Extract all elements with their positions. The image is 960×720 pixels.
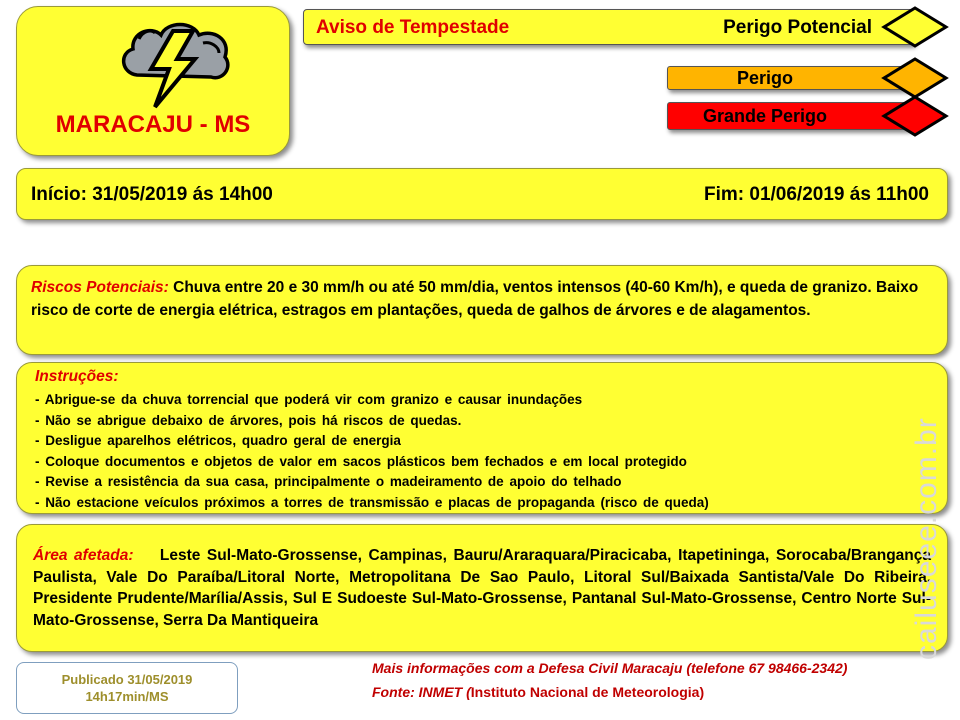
- published-box: [16, 662, 238, 714]
- instructions-list: [35, 390, 927, 513]
- diamond-yellow-icon: [880, 5, 950, 49]
- published-time: 14h17min/MS: [85, 689, 169, 704]
- area-description: Leste Sul-Mato-Grossense, Campinas, Bauru/Araraquara/Piracicaba, Itapetininga, Sorocaba/Brangança Paulista, Vale Do Paraíba/Litoral Norte, Metropolitana De Sao Paulo, Litoral Sul/Baixada Santista/Vale Do Ribeira, Presidente Prudente/Marília/Assis, Sul E Sudoeste Sul-Mato-Grossense, Pantanal Sul-Mato-Grossense, Centro Norte Sul-Mato-Grossense, Serra Da Mantiqueira: [33, 547, 931, 629]
- potential-danger-label: Perigo Potencial: [723, 17, 872, 38]
- great-danger-label: Grande Perigo: [702, 106, 828, 126]
- area-label: Área afetada:: [33, 547, 134, 564]
- watermark: cailuseee.com.br: [910, 417, 943, 660]
- storm-lightning-icon: [115, 17, 235, 112]
- danger-label: Perigo: [736, 68, 793, 88]
- area-text-block: [33, 545, 931, 631]
- risks-panel: [16, 265, 948, 355]
- period-panel: [16, 168, 948, 220]
- instruction-item: - Não estacione veículos próximos a torres de transmissão e placas de propaganda (risco de queda): [35, 494, 709, 510]
- risks-label: Riscos Potenciais:: [31, 279, 169, 296]
- level-danger-bar: [667, 66, 911, 90]
- more-info-text: Mais informações com a Defesa Civil Maracaju (telefone 67 98466-2342): [372, 660, 848, 676]
- source-text: [372, 684, 704, 700]
- start-time: Início: 31/05/2019 ás 14h00: [31, 184, 273, 205]
- instruction-item: - Desligue aparelhos elétricos, quadro geral de energia: [35, 433, 401, 448]
- city-name: MARACAJU - MS: [55, 111, 251, 138]
- instruction-item: - Abrigue-se da chuva torrencial que poderá vir com granizo e causar inundações: [35, 392, 583, 407]
- source-name: Instituto Nacional de Meteorologia): [470, 684, 705, 700]
- diamond-red-icon: [880, 94, 950, 138]
- city-header-panel: [16, 6, 290, 156]
- affected-area-panel: [16, 524, 948, 652]
- instruction-item: - Revise a resistência da sua casa, principalmente o madeiramento de apoio do telhado: [35, 474, 622, 489]
- storm-warning-title: Aviso de Tempestade: [316, 17, 510, 38]
- instruction-item: - Não se abrigue debaixo de árvores, pois há riscos de quedas.: [35, 412, 462, 428]
- source-prefix: Fonte: INMET (: [372, 684, 471, 700]
- risks-description: Chuva entre 20 e 30 mm/h ou até 50 mm/dia, ventos intensos (40-60 Km/h), e queda de granizo. Baixo risco de corte de energia elétrica, estragos em plantações, queda de galhos de árvores e de alagamentos.: [31, 279, 919, 319]
- instructions-title: Instruções:: [35, 368, 119, 385]
- level-potential-bar: [303, 9, 915, 45]
- end-time: Fim: 01/06/2019 ás 11h00: [704, 184, 929, 205]
- instruction-item: - Coloque documentos e objetos de valor em sacos plásticos bem fechados e em local protegido: [35, 453, 687, 469]
- instructions-panel: [16, 362, 948, 514]
- risks-text-block: [31, 276, 931, 322]
- level-great-danger-bar: [667, 102, 911, 130]
- published-date: Publicado 31/05/2019: [61, 672, 193, 687]
